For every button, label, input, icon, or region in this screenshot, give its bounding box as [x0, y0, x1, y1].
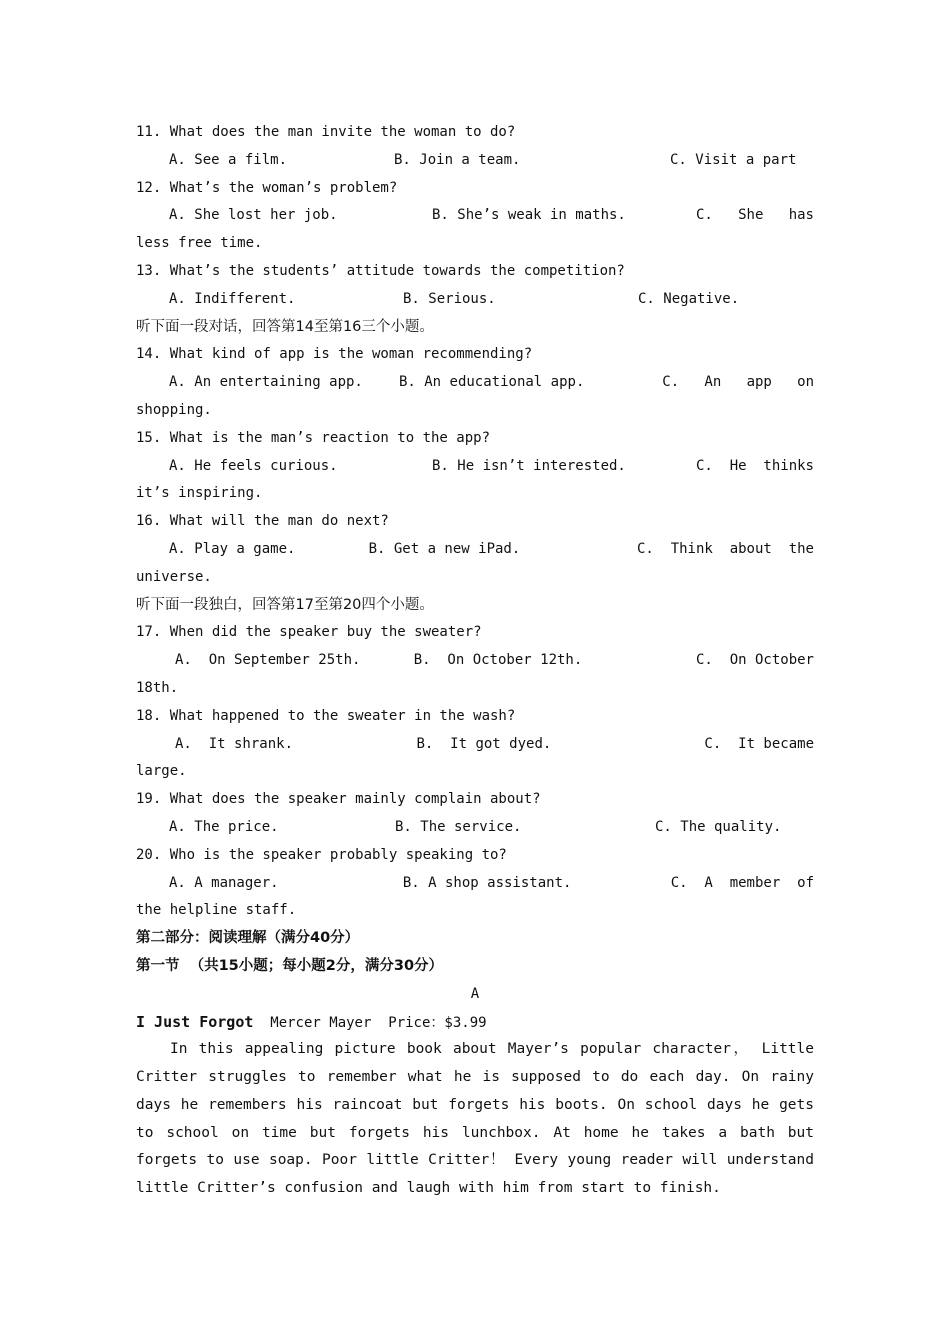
question-stem: 14. What kind of app is the woman recommending?: [136, 346, 533, 363]
listening-instruction: 听下面一段对话，回答第14至第16三个小题。: [136, 318, 434, 335]
question-20: [136, 842, 814, 925]
question-options: [136, 647, 814, 675]
question-stem: 18. What happened to the sweater in the wash?: [136, 707, 516, 724]
question-stem: 13. What’s the students’ attitude towards the competition?: [136, 262, 625, 279]
option-a: A. An entertaining app.: [169, 374, 363, 391]
question-options: [136, 453, 814, 481]
option-c-continued: universe.: [136, 568, 212, 585]
option-c: C. She has: [695, 207, 814, 224]
part-heading: 第二部分：阅读理解（满分40分）: [136, 930, 360, 947]
option-c: C. On October: [695, 652, 814, 669]
option-b: B. Serious.: [403, 290, 496, 307]
question-stem: 17. When did the speaker buy the sweater?: [136, 624, 482, 641]
section-heading: 第一节 （共15小题；每小题2分，满分30分）: [136, 957, 444, 974]
question-stem: 11. What does the man invite the woman to do?: [136, 124, 516, 140]
option-b: B. The service.: [395, 818, 522, 835]
option-a: A. The price.: [169, 818, 279, 835]
question-12: [136, 175, 814, 258]
option-b: B. He isn’t interested.: [432, 457, 626, 474]
question-options: [136, 147, 814, 175]
option-c-continued: less free time.: [136, 235, 263, 252]
question-options: [136, 814, 814, 842]
question-stem: 12. What’s the woman’s problem?: [136, 179, 398, 196]
option-a: A. Play a game.: [169, 540, 296, 557]
book-title-line: [136, 1009, 814, 1037]
question-options: [136, 369, 814, 397]
option-c: C. Think about the: [636, 540, 814, 557]
option-b: B. It got dyed.: [416, 735, 552, 752]
question-options: [136, 202, 814, 230]
option-c: C. The quality.: [655, 818, 782, 835]
option-c-continued: it’s inspiring.: [136, 485, 263, 502]
option-b: B. She’s weak in maths.: [432, 207, 626, 224]
question-18: [136, 703, 814, 786]
option-a: A. See a film.: [169, 151, 288, 168]
option-a: A. He feels curious.: [169, 457, 338, 474]
option-c-continued: 18th.: [136, 679, 179, 696]
passage-paragraph: In this appealing picture book about Mayer’s popular character， Little Critter struggles to remember what he is supposed to do each day. On rainy days he remembers his raincoat but forgets his boots. On school days he gets to school on time but forgets his lunchbox. At home he takes a bath but forgets to use soap. Poor little Critter！ Every young reader will understand little Critter’s confusion and laugh with him from start to finish.: [136, 1041, 814, 1197]
option-c: C. An app on: [662, 374, 814, 391]
question-options: [136, 731, 814, 759]
option-b: B. An educational app.: [398, 374, 585, 391]
option-c: C. A member of: [670, 874, 814, 891]
exam-page: [136, 119, 814, 1203]
passage-letter: A: [470, 985, 480, 1002]
question-options: [136, 536, 814, 564]
question-stem: 15. What is the man’s reaction to the app?: [136, 429, 491, 446]
question-options: [136, 870, 814, 898]
question-stem: 20. Who is the speaker probably speaking to?: [136, 846, 507, 863]
option-b: B. A shop assistant.: [402, 874, 572, 891]
question-stem: 16. What will the man do next?: [136, 513, 389, 530]
question-stem: 19. What does the speaker mainly complain about?: [136, 791, 541, 808]
option-a: A. It shrank.: [175, 735, 294, 752]
option-c: C. Visit a part: [670, 151, 797, 168]
book-title: I Just Forgot: [136, 1012, 254, 1031]
option-c: C. Negative.: [638, 290, 740, 307]
option-c-continued: shopping.: [136, 401, 212, 418]
option-c-continued: large.: [136, 763, 187, 780]
option-c: C. He thinks: [695, 457, 814, 474]
question-14: [136, 341, 814, 424]
option-b: B. Join a team.: [394, 151, 521, 168]
option-a: A. Indifferent.: [169, 290, 296, 307]
question-13: [136, 258, 814, 314]
book-meta: Mercer Mayer Price：$3.99: [253, 1014, 487, 1031]
option-a: A. On September 25th.: [175, 652, 361, 669]
option-a: A. She lost her job.: [169, 207, 338, 224]
option-c-continued: the helpline staff.: [136, 902, 297, 919]
question-11: [136, 119, 814, 175]
question-15: [136, 425, 814, 508]
listening-instruction: 听下面一段独白，回答第17至第20四个小题。: [136, 596, 434, 613]
question-options: [136, 286, 814, 314]
question-16: [136, 508, 814, 591]
option-b: B. Get a new iPad.: [368, 540, 521, 557]
option-a: A. A manager.: [169, 874, 279, 891]
question-17: [136, 619, 814, 702]
option-b: B. On October 12th.: [413, 652, 583, 669]
option-c: C. It became: [704, 735, 814, 752]
question-19: [136, 786, 814, 842]
